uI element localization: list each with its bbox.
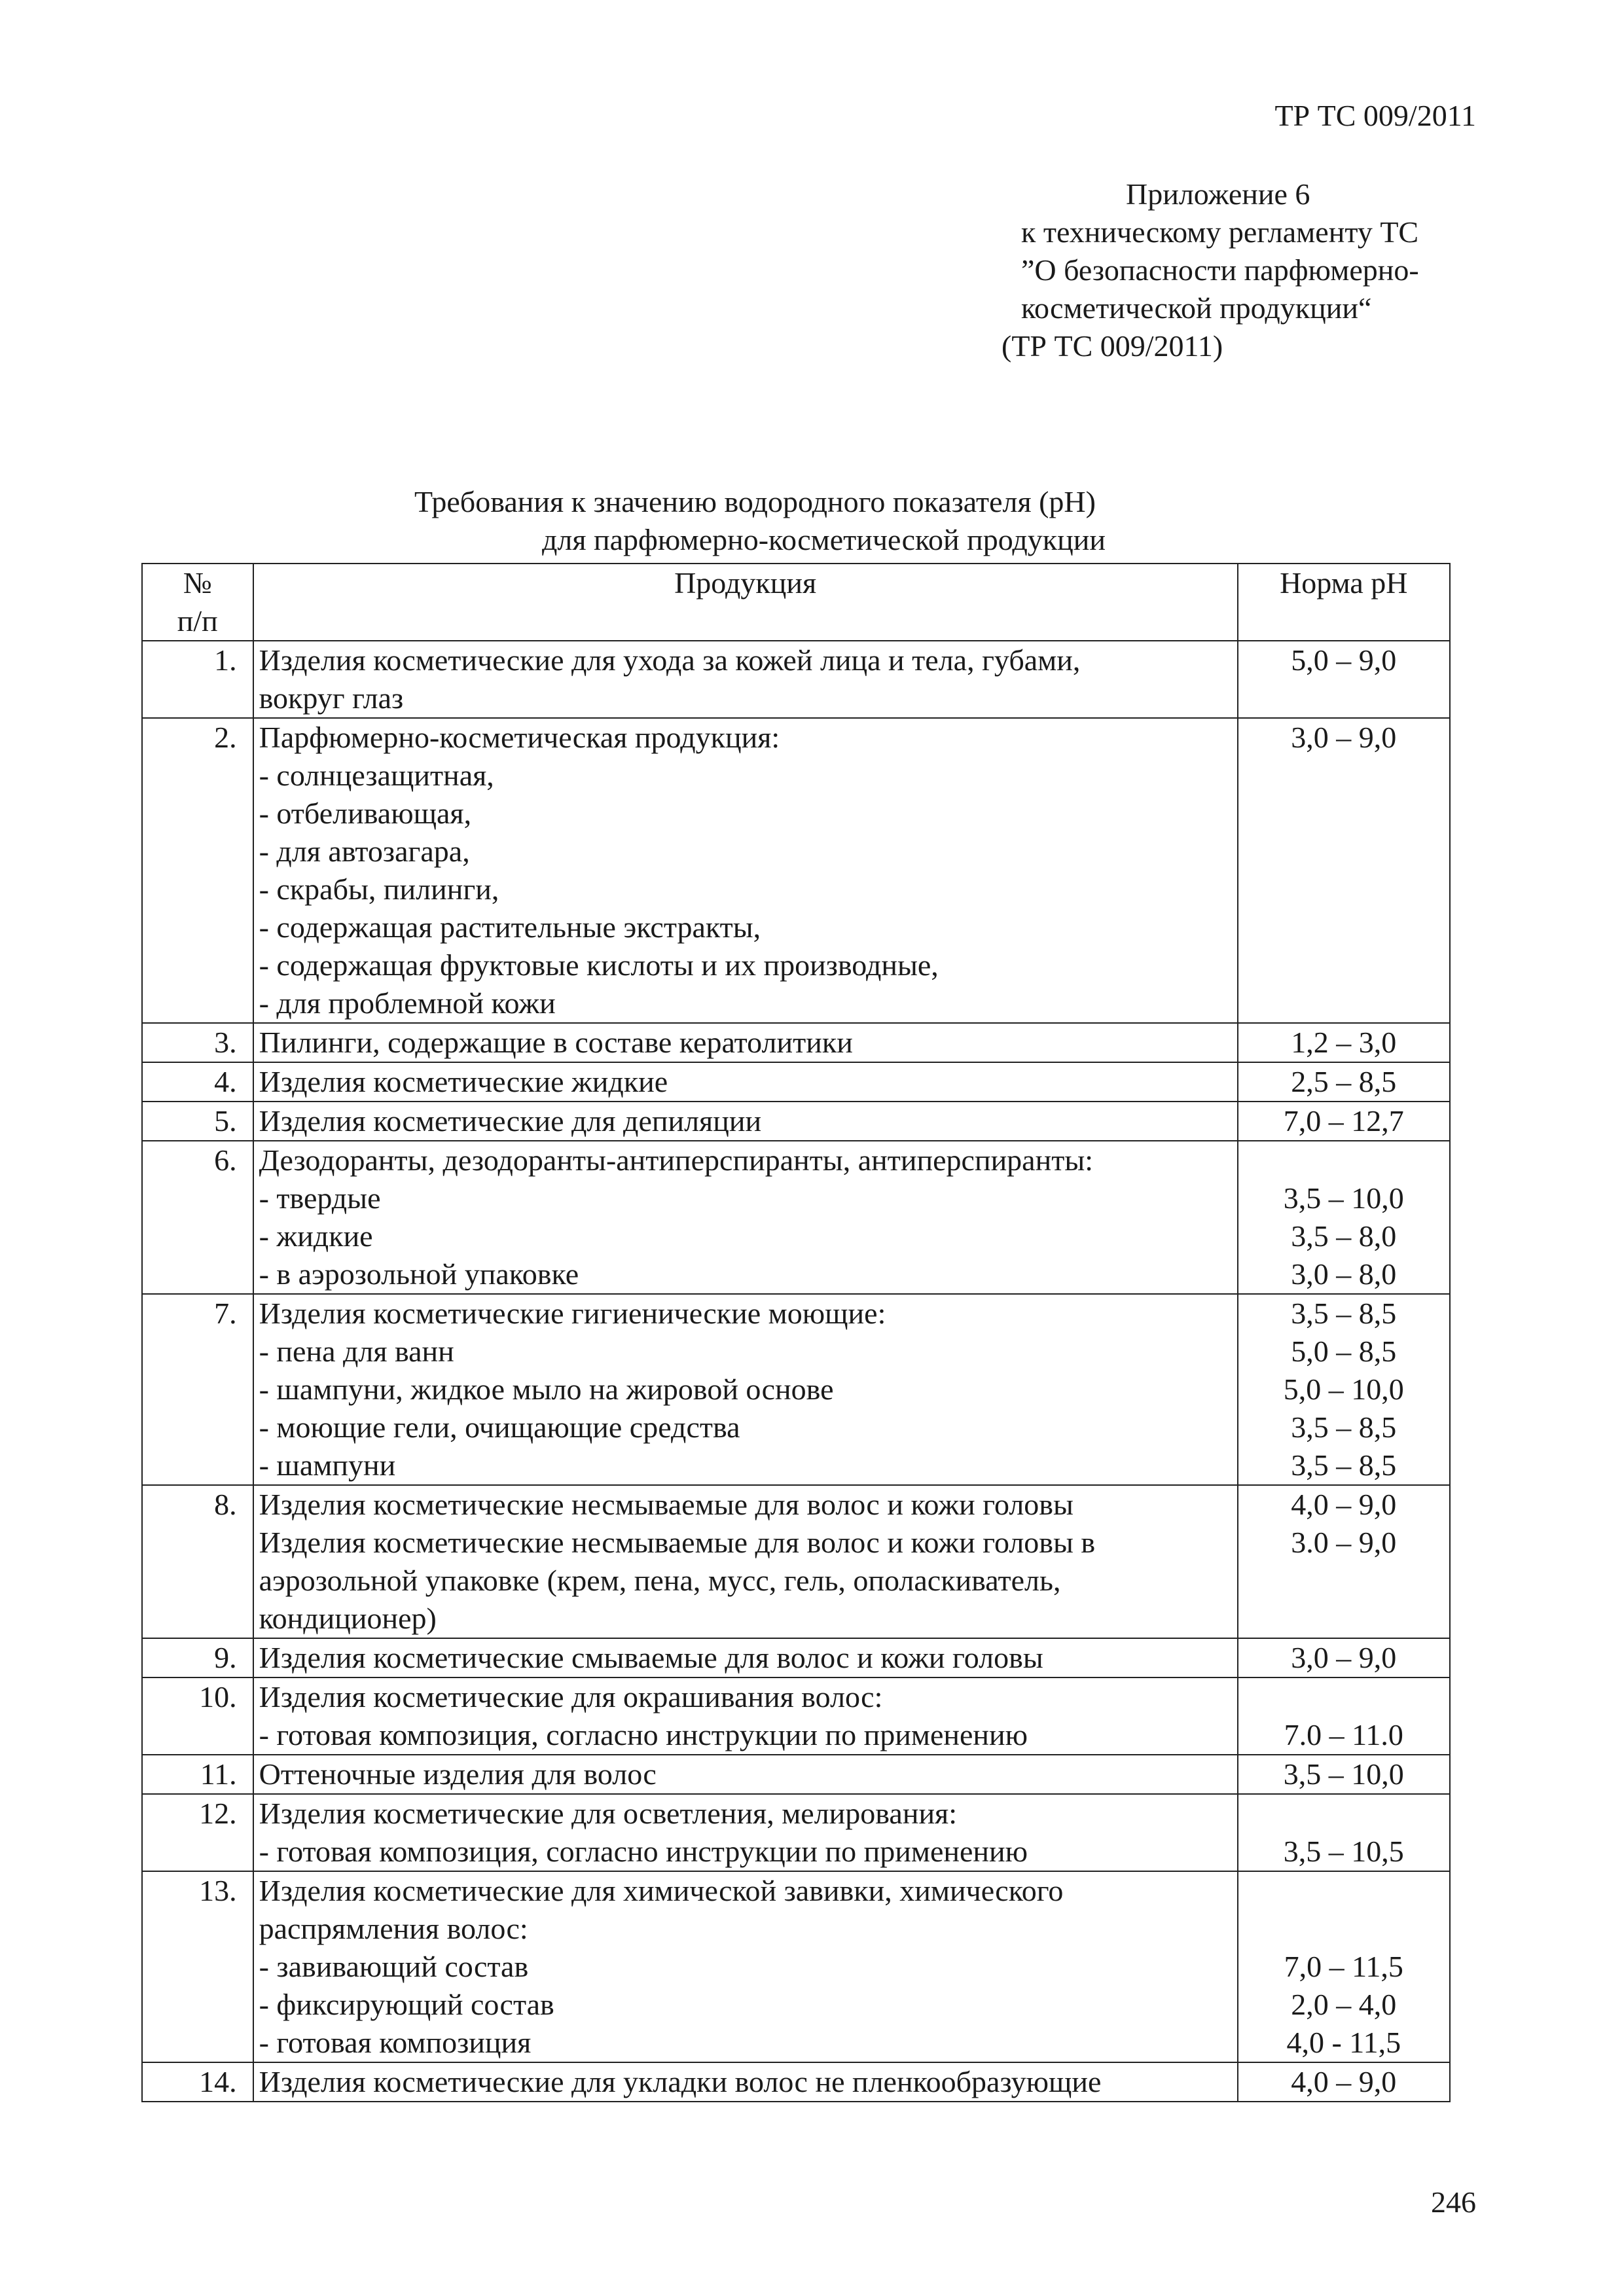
product-line: - готовая композиция <box>259 2026 532 2059</box>
norm-value: 2,0 – 4,0 <box>1291 1988 1397 2021</box>
norm-value: 5,0 – 8,5 <box>1291 1335 1397 1368</box>
product-line: Изделия косметические для укладки волос не пленкообразующие <box>259 2065 1102 2098</box>
table-row <box>142 1141 1450 1294</box>
norm-value: 2,5 – 8,5 <box>1291 1065 1397 1098</box>
row-number: 10. <box>142 1677 253 1755</box>
row-number: 3. <box>142 1023 253 1062</box>
product-line: - твердые <box>259 1181 381 1215</box>
norm-value <box>1244 1795 1444 1833</box>
norm-value: 3,5 – 8,0 <box>1291 1219 1397 1253</box>
table-title <box>141 483 1506 559</box>
product-line: Изделия косметические для осветления, мелирования: <box>259 1797 957 1830</box>
product-cell <box>253 1023 1238 1062</box>
norm-value: 4,0 – 9,0 <box>1291 1488 1397 1521</box>
appendix-reference <box>1001 175 1419 365</box>
table-row <box>142 1871 1450 2062</box>
product-line: - отбеливающая, <box>259 797 472 830</box>
column-header-product: Продукция <box>253 564 1238 641</box>
column-header-number-line: п/п <box>177 604 218 637</box>
product-line: Изделия косметические для химической завивки, химического <box>259 1874 1064 1907</box>
product-line: - солнцезащитная, <box>259 759 494 792</box>
product-line: Изделия косметические для ухода за кожей лица и тела, губами, <box>259 643 1081 677</box>
product-cell <box>253 1871 1238 2062</box>
norm-cell <box>1238 718 1450 1023</box>
table-title-line-1: Требования к значению водородного показателя (рН) <box>414 485 1096 518</box>
norm-cell <box>1238 1755 1450 1794</box>
norm-value <box>1244 1678 1444 1716</box>
product-line: кондиционер) <box>259 1602 437 1635</box>
product-line: - пена для ванн <box>259 1335 454 1368</box>
column-header-number-line: № <box>183 566 212 600</box>
table-row <box>142 2062 1450 2102</box>
table-row <box>142 1755 1450 1794</box>
product-cell <box>253 1102 1238 1141</box>
norm-value: 3,5 – 10,0 <box>1283 1181 1404 1215</box>
norm-cell <box>1238 1023 1450 1062</box>
norm-value: 7.0 – 11.0 <box>1284 1718 1403 1751</box>
product-line: вокруг глаз <box>259 681 404 715</box>
norm-cell <box>1238 1141 1450 1294</box>
norm-value <box>1244 757 1444 795</box>
norm-value: 4,0 – 9,0 <box>1291 2065 1397 2098</box>
norm-value: 5,0 – 9,0 <box>1291 643 1397 677</box>
norm-value: 7,0 – 12,7 <box>1283 1104 1404 1138</box>
norm-value <box>1244 1910 1444 1948</box>
norm-cell <box>1238 1485 1450 1638</box>
norm-value <box>1244 833 1444 870</box>
norm-value: 3,5 – 10,5 <box>1283 1835 1404 1868</box>
product-line: Изделия косметические несмываемые для волос и кожи головы в <box>259 1526 1096 1559</box>
product-line: - для проблемной кожи <box>259 986 556 1020</box>
row-number: 9. <box>142 1638 253 1677</box>
row-number: 2. <box>142 718 253 1023</box>
norm-cell <box>1238 641 1450 718</box>
product-cell <box>253 1485 1238 1638</box>
appendix-line: косметической продукции“ <box>1021 291 1372 325</box>
product-line: - моющие гели, очищающие средства <box>259 1410 740 1444</box>
row-number: 8. <box>142 1485 253 1638</box>
product-line: - готовая композиция, согласно инструкции по применению <box>259 1718 1028 1751</box>
norm-value: 3,0 – 8,0 <box>1291 1257 1397 1291</box>
norm-value: 3.0 – 9,0 <box>1291 1526 1397 1559</box>
table-row <box>142 1062 1450 1102</box>
table-row <box>142 1677 1450 1755</box>
product-line: - для автозагара, <box>259 834 470 868</box>
product-cell <box>253 1294 1238 1485</box>
product-line: - содержащая фруктовые кислоты и их производные, <box>259 948 939 982</box>
table-row <box>142 718 1450 1023</box>
row-number: 4. <box>142 1062 253 1102</box>
norm-value <box>1244 1141 1444 1179</box>
product-line: Изделия косметические гигиенические моющие: <box>259 1297 886 1330</box>
product-line: - содержащая растительные экстракты, <box>259 910 761 944</box>
norm-cell <box>1238 1638 1450 1677</box>
product-line: Парфюмерно-косметическая продукция: <box>259 721 780 754</box>
norm-value <box>1244 984 1444 1022</box>
product-cell <box>253 641 1238 718</box>
product-cell <box>253 2062 1238 2102</box>
product-line: Изделия косметические несмываемые для волос и кожи головы <box>259 1488 1074 1521</box>
row-number: 11. <box>142 1755 253 1794</box>
product-line: аэрозольной упаковке (крем, пена, мусс, гель, ополаскиватель, <box>259 1564 1061 1597</box>
row-number: 1. <box>142 641 253 718</box>
table-row <box>142 1102 1450 1141</box>
table-row <box>142 1485 1450 1638</box>
product-cell <box>253 1794 1238 1871</box>
row-number: 5. <box>142 1102 253 1141</box>
product-line: распрямления волос: <box>259 1912 528 1945</box>
appendix-line: (ТР ТС 009/2011) <box>1001 329 1223 363</box>
document-code: ТР ТС 009/2011 <box>1274 99 1476 132</box>
product-line: - жидкие <box>259 1219 373 1253</box>
product-line: - шампуни <box>259 1448 396 1482</box>
norm-value: 3,0 – 9,0 <box>1291 721 1397 754</box>
product-line: Изделия косметические смываемые для волос и кожи головы <box>259 1641 1043 1674</box>
norm-cell <box>1238 1794 1450 1871</box>
product-line: - в аэрозольной упаковке <box>259 1257 579 1291</box>
norm-cell <box>1238 1871 1450 2062</box>
row-number: 12. <box>142 1794 253 1871</box>
row-number: 7. <box>142 1294 253 1485</box>
norm-value <box>1244 870 1444 908</box>
product-line: Изделия косметические жидкие <box>259 1065 668 1098</box>
product-cell <box>253 1677 1238 1755</box>
column-header-number <box>142 564 253 641</box>
table-row <box>142 641 1450 718</box>
table-row <box>142 1794 1450 1871</box>
row-number: 13. <box>142 1871 253 2062</box>
product-line: Дезодоранты, дезодоранты-антиперспиранты, антиперспиранты: <box>259 1143 1094 1177</box>
table-title-line-2: для парфюмерно-косметической продукции <box>541 523 1106 556</box>
norm-cell <box>1238 1677 1450 1755</box>
table-row <box>142 1638 1450 1677</box>
product-line: - завивающий состав <box>259 1950 529 1983</box>
product-line: - фиксирующий состав <box>259 1988 554 2021</box>
product-cell <box>253 718 1238 1023</box>
norm-cell <box>1238 1102 1450 1141</box>
column-header-norm: Норма рН <box>1238 564 1450 641</box>
product-cell <box>253 1755 1238 1794</box>
norm-value: 4,0 - 11,5 <box>1286 2026 1401 2059</box>
norm-value <box>1244 946 1444 984</box>
product-cell <box>253 1638 1238 1677</box>
product-cell <box>253 1141 1238 1294</box>
norm-cell <box>1238 1294 1450 1485</box>
page-number: 246 <box>1431 2185 1476 2219</box>
norm-value: 3,5 – 8,5 <box>1291 1297 1397 1330</box>
norm-value <box>1244 1562 1444 1600</box>
appendix-line: ”О безопасности парфюмерно- <box>1021 253 1419 287</box>
product-line: Изделия косметические для депиляции <box>259 1104 762 1138</box>
row-number: 14. <box>142 2062 253 2102</box>
norm-value <box>1244 795 1444 833</box>
product-line: - готовая композиция, согласно инструкции по применению <box>259 1835 1028 1868</box>
norm-value <box>1244 1872 1444 1910</box>
norm-value: 3,5 – 8,5 <box>1291 1410 1397 1444</box>
norm-value <box>1244 1600 1444 1638</box>
appendix-line: Приложение 6 <box>1126 177 1310 211</box>
product-line: - шампуни, жидкое мыло на жировой основе <box>259 1372 834 1406</box>
norm-value: 3,5 – 10,0 <box>1283 1757 1404 1791</box>
norm-value: 3,5 – 8,5 <box>1291 1448 1397 1482</box>
product-line: Оттеночные изделия для волос <box>259 1757 657 1791</box>
product-line: Изделия косметические для окрашивания волос: <box>259 1680 883 1713</box>
product-line: Пилинги, содержащие в составе кератолитики <box>259 1026 853 1059</box>
norm-value: 7,0 – 11,5 <box>1284 1950 1403 1983</box>
ph-requirements-table <box>141 563 1451 2102</box>
norm-cell <box>1238 2062 1450 2102</box>
table-header-row <box>142 564 1450 641</box>
product-cell <box>253 1062 1238 1102</box>
norm-value <box>1244 679 1444 717</box>
row-number: 6. <box>142 1141 253 1294</box>
norm-value <box>1244 908 1444 946</box>
appendix-line: к техническому регламенту ТС <box>1021 215 1419 249</box>
product-line: - скрабы, пилинги, <box>259 872 499 906</box>
table-row <box>142 1023 1450 1062</box>
table-row <box>142 1294 1450 1485</box>
norm-value: 5,0 – 10,0 <box>1283 1372 1404 1406</box>
norm-value: 1,2 – 3,0 <box>1291 1026 1397 1059</box>
norm-value: 3,0 – 9,0 <box>1291 1641 1397 1674</box>
norm-cell <box>1238 1062 1450 1102</box>
